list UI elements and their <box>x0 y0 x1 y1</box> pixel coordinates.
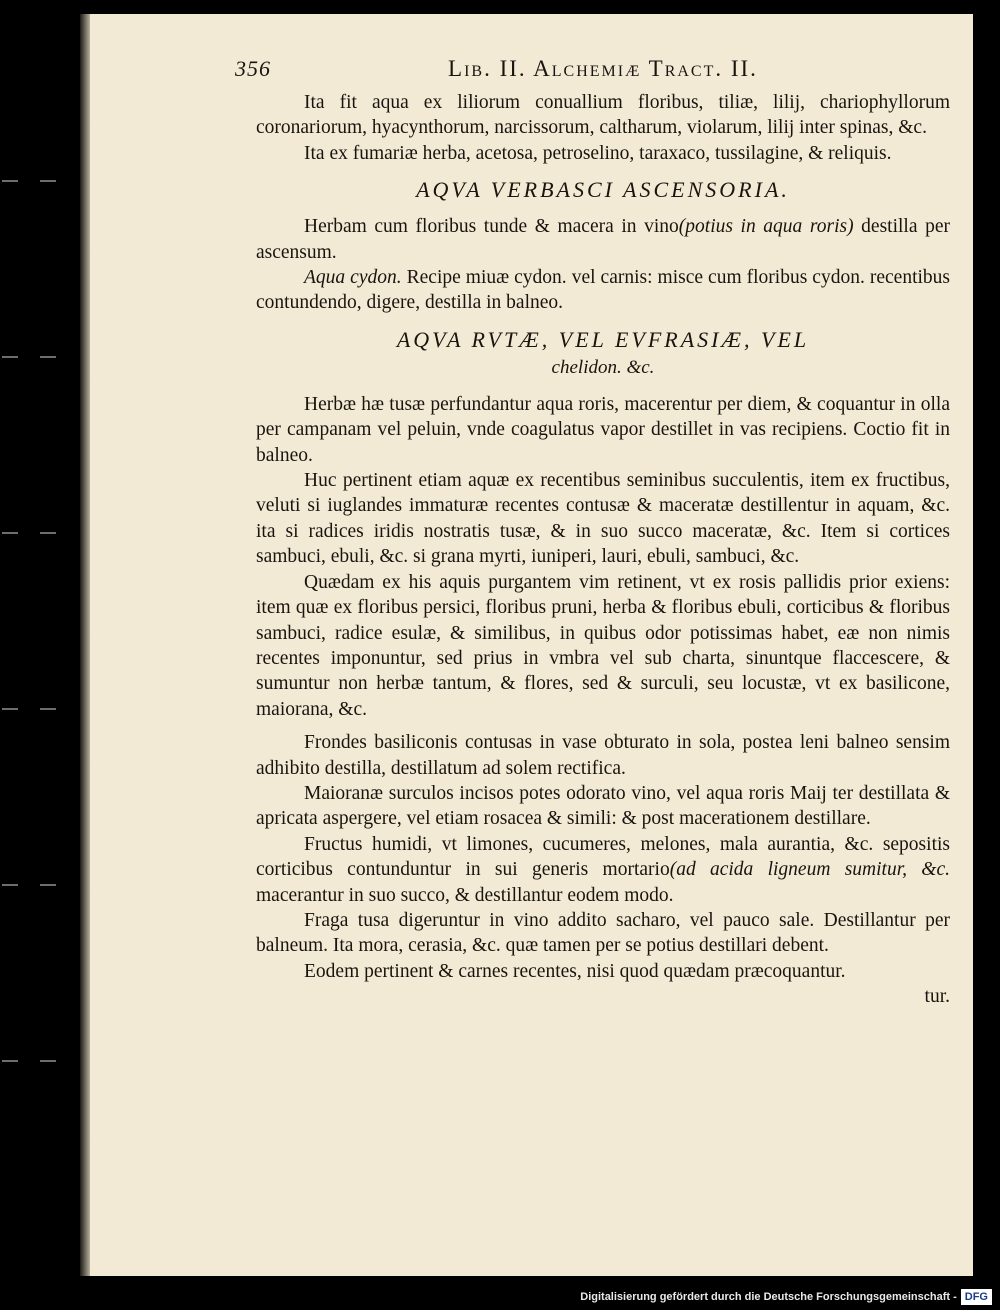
book-page <box>80 14 973 1276</box>
paragraph-2: Ita ex fumariæ herba, acetosa, petroselino, taraxaco, tussilagine, & reliquis. <box>304 142 892 164</box>
page-spine-shadow <box>80 14 90 1276</box>
credit-text: Digitalisierung gefördert durch die Deutsche Forschungsgemeinschaft - <box>580 1291 957 1303</box>
heading-aqua-rutae-main: AQVA RVTÆ, VEL EVFRASIÆ, VEL <box>396 326 810 352</box>
paragraph-3-italic: (potius in aqua roris) <box>678 216 854 238</box>
paragraph-1: Ita fit aqua ex liliorum conuallium floribus, tiliæ, lilij, chariophyllorum coronariorum, hyacynthorum, narcissorum, caltharum, violarum, lilij inter spinas, &c. <box>256 92 950 139</box>
heading-aqua-rutae-sub: chelidon. &c. <box>551 356 655 378</box>
page-content <box>235 56 950 1010</box>
paragraph-4 <box>256 265 950 316</box>
paragraph-11: Fraga tusa digeruntur in vino addito sacharo, vel pauco sale. Destillantur per balneum. Ita mora, cerasia, &c. quæ tamen per se potius destillari debent. <box>256 909 950 957</box>
paragraph-3 <box>256 214 950 265</box>
running-head <box>235 56 950 90</box>
heading-aqua-verbasci: AQVA VERBASCI ASCENSORIA. <box>416 177 790 203</box>
paragraph-5: Herbæ hæ tusæ perfundantur aqua roris, macerentur per diem, & coquantur in olla per campanam vel peluin, vnde coagulatus vapor destillet in vas recipiens. Coctio fit in balneo. <box>256 393 950 466</box>
paragraph-3-start: Herbam cum floribus tunde & macera in vino <box>304 216 679 238</box>
paragraph-10 <box>256 832 950 908</box>
paragraph-10-end: macerantur in suo succo, & destillantur eodem modo. <box>256 884 674 906</box>
heading-aqua-rutae <box>256 326 950 382</box>
paragraph-10-start: Fructus humidi, vt limones, cucumeres, melones, mala aurantia, &c. sepositis corticibus contunduntur in sui generis mortario <box>256 833 950 881</box>
paragraph-4-rest: Recipe miuæ cydon. vel carnis: misce cum floribus cydon. recentibus contundendo, digere, destilla in balneo. <box>256 267 950 314</box>
running-title: Lib. II. Alchemiæ Tract. II. <box>448 56 758 81</box>
dfg-logo: DFG <box>961 1289 992 1305</box>
digitization-credit <box>580 1288 992 1306</box>
paragraph-12: Eodem pertinent & carnes recentes, nisi quod quædam præcoquantur. <box>304 960 846 982</box>
paragraph-7: Quædam ex his aquis purgantem vim retinent, vt ex rosis pallidis prior exiens: item quæ ex floribus persici, floribus pruni, herba & floribus ebuli, corticibus & floribus sambuci, radice esulæ, & similibus, in quibus odor potissimas habet, eæ non nimis recentes imponuntur, sed prius in vmbra vel sub charta, sinuntque flaccescere, & sumuntur non herbæ tantum, & flores, sed & surculi, seu locustæ, vt ex basilicone, maiorana, &c. <box>256 571 950 720</box>
catchword: tur. <box>924 986 950 1008</box>
paragraph-6: Huc pertinent etiam aquæ ex recentibus seminibus succulentis, item ex fructibus, veluti si iuglandes immaturæ recentes contusæ & maceratæ destillentur in aquam, &c. ita si radices iridis nostratis tusæ, & in suo succo maceratæ, &c. Item si cortices sambuci, ebuli, &c. si grana myrti, iuniperi, lauri, ebuli, sambuci, &c. <box>256 470 950 568</box>
paragraph-4-italic: Aqua cydon. <box>304 267 402 289</box>
paragraph-9: Maioranæ surculos incisos potes odorato vino, vel aqua roris Maij ter destillata & apricata aspergere, vel etiam rosacea & simili: & post macerationem destillare. <box>256 782 950 830</box>
paragraph-10-italic: (ad acida ligneum sumitur, &c. <box>669 859 950 881</box>
page-number: 356 <box>235 56 271 81</box>
paragraph-3-end: destilla per ascensum. <box>256 216 950 263</box>
paragraph-8: Frondes basiliconis contusas in vase obturato in sola, postea leni balneo sensim adhibito destilla, destillatum ad solem rectifica. <box>256 732 950 779</box>
